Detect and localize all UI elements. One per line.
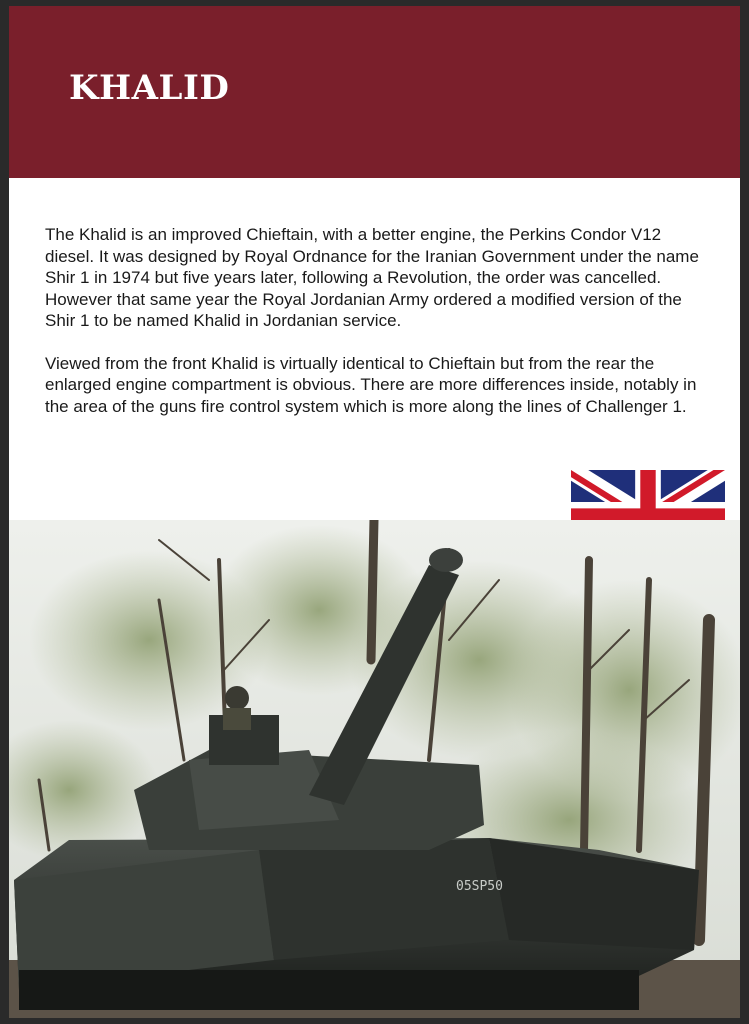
paragraph-1: The Khalid is an improved Chieftain, with a better engine, the Perkins Condor V12 diesel. It was designed by Royal Ordnance for the Iranian Government under the name Shir 1 in 1974 but five years later, following a Revolution, the order was cancelled. However that same year the Royal Jordanian Army ordered a modified version of the Shir 1 to be named Khalid in Jordanian service. bbox=[45, 225, 699, 330]
hull-marking: 05SP50 bbox=[456, 879, 503, 894]
tank-photo bbox=[9, 520, 740, 1018]
header-banner bbox=[9, 6, 740, 178]
description bbox=[45, 224, 705, 438]
page-title: KHALID bbox=[69, 68, 230, 108]
paragraph-2: Viewed from the front Khalid is virtually identical to Chieftain but from the rear the enlarged engine compartment is obvious. There are more differences inside, notably in the area of the guns fire control system which is more along the lines of Challenger 1. bbox=[45, 353, 697, 416]
info-board bbox=[9, 6, 740, 1018]
